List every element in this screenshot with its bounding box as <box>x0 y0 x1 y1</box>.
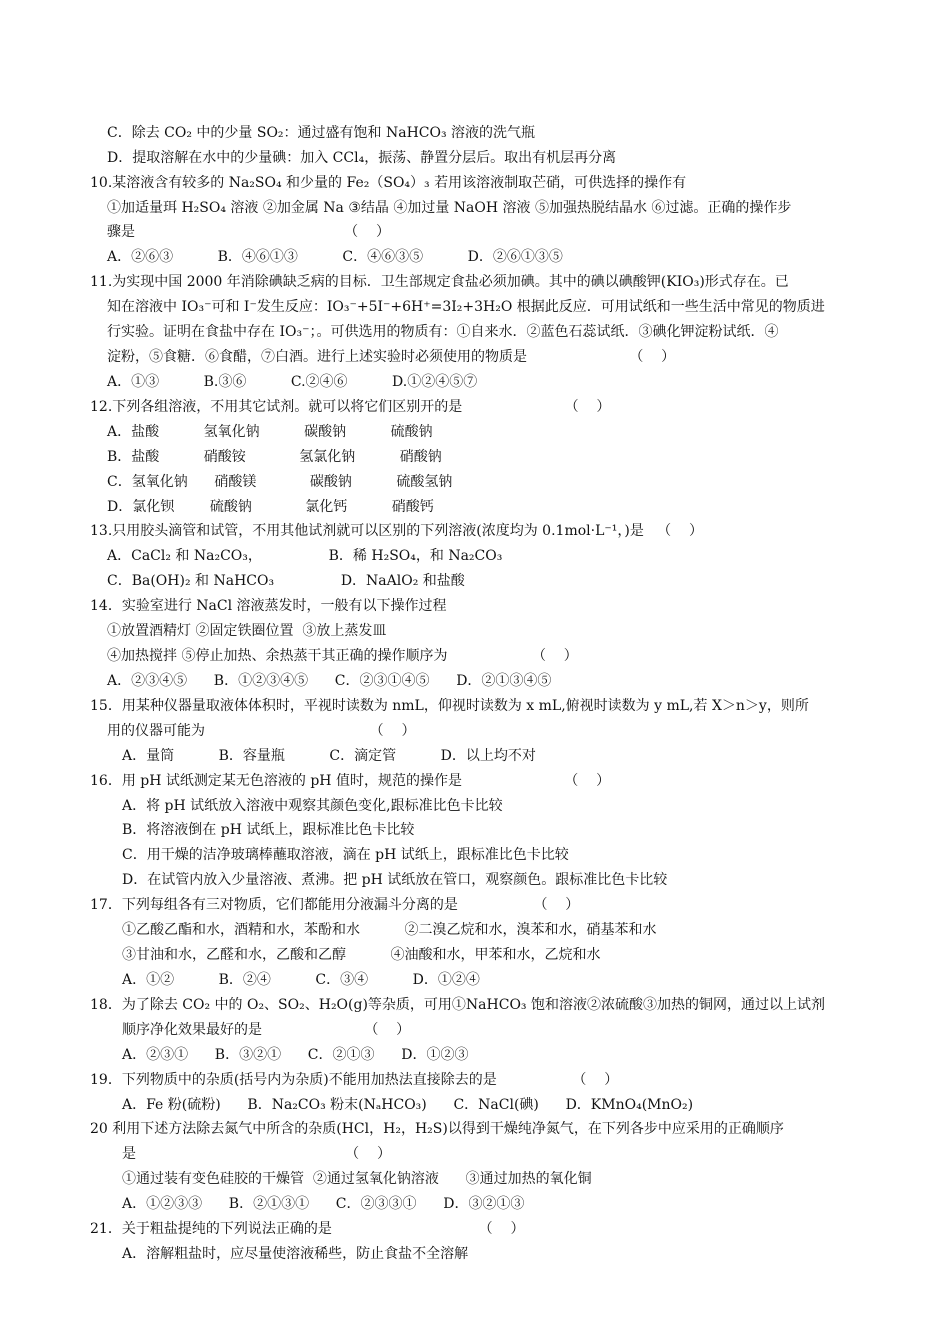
text-line: 16．用 pH 试纸测定某无色溶液的 pH 值时，规范的操作是 （ ） <box>90 773 611 789</box>
text-line: 18．为了除去 CO₂ 中的 O₂、SO₂、H₂O(g)等杂质，可用①NaHCO₃ 饱和溶液②浓硫酸③加热的铜网，通过以上试剂 <box>90 997 825 1013</box>
text-line: D．氯化钡 硫酸钠 氯化钙 硝酸钙 <box>107 499 434 515</box>
text-line: 12.下列各组溶液，不用其它试剂。就可以将它们区别开的是 （ ） <box>90 399 611 415</box>
text-line: B．将溶液倒在 pH 试纸上，跟标准比色卡比较 <box>122 822 415 838</box>
text-line: ①通过装有变色硅胶的干燥管 ②通过氢氧化钠溶液 ③通过加热的氧化铜 <box>122 1171 592 1187</box>
text-line: 是 （ ） <box>122 1146 391 1162</box>
text-line: 20 利用下述方法除去氮气中所含的杂质(HCl，H₂，H₂S)以得到干燥纯净氮气，在下列各步中应采用的正确顺序 <box>90 1121 784 1137</box>
text-line: 17．下列每组各有三对物质，它们都能用分液漏斗分离的是 （ ） <box>90 897 580 913</box>
text-line: 行实验。证明在食盐中存在 IO₃⁻；。可供选用的物质有：①自来水．②蓝色石蕊试纸．③碘化钾淀粉试纸．④ <box>107 324 779 340</box>
text-line: A．将 pH 试纸放入溶液中观察其颜色变化,跟标准比色卡比较 <box>122 798 503 814</box>
text-line: A．②⑥③ B．④⑥①③ C．④⑥③⑤ D．②⑥①③⑤ <box>107 249 563 265</box>
text-line: A．Fe 粉(硫粉) B．Na₂CO₃ 粉末(NₐHCO₃) C．NaCl(碘) D．KMnO₄(MnO₂) <box>122 1097 694 1113</box>
text-line: 14．实验室进行 NaCl 溶液蒸发时，一般有以下操作过程 <box>90 598 447 614</box>
text-line: 21．关于粗盐提纯的下列说法正确的是 （ ） <box>90 1221 525 1237</box>
text-line: A．①②③③ B．②①③① C．②③③① D．③②①③ <box>122 1196 525 1212</box>
text-line: C．Ba(OH)₂ 和 NaHCO₃ D．NaAlO₂ 和盐酸 <box>107 573 465 589</box>
text-line: A．②③① B．③②① C．②①③ D．①②③ <box>122 1047 469 1063</box>
text-line: A．①② B．②④ C．③④ D．①②④ <box>122 972 480 988</box>
text-line: ①放置酒精灯 ②固定铁圈位置 ③放上蒸发皿 <box>107 623 387 639</box>
text-line: 淀粉，⑤食糖．⑥食醋，⑦白酒。进行上述实验时必须使用的物质是 （ ） <box>107 349 676 365</box>
text-line: 11.为实现中国 2000 年消除碘缺乏病的目标．卫生部规定食盐必须加碘。其中的碘以碘酸钾(KIO₃)形式存在。已 <box>90 274 789 290</box>
text-line: 顺序净化效果最好的是 （ ） <box>122 1022 411 1038</box>
text-line: A．盐酸 氢氧化钠 碳酸钠 硫酸钠 <box>107 424 433 440</box>
text-line: ①乙酸乙酯和水，酒精和水，苯酚和水 ②二溴乙烷和水，溴苯和水，硝基苯和水 <box>122 922 657 938</box>
text-line: C．除去 CO₂ 中的少量 SO₂：通过盛有饱和 NaHCO₃ 溶液的洗气瓶 <box>107 125 536 141</box>
text-line: A．①③ B.③⑥ C.②④⑥ D.①②④⑤⑦ <box>107 374 478 390</box>
text-line: D．在试管内放入少量溶液、煮沸。把 pH 试纸放在管口，观察颜色。跟标准比色卡比较 <box>122 872 668 888</box>
text-line: 骤是 （ ） <box>107 224 390 240</box>
text-line: 13.只用胶头滴管和试管，不用其他试剂就可以区别的下列溶液(浓度均为 0.1mol·L⁻¹，)是 （ ） <box>90 523 703 539</box>
text-line: ①加适量珥 H₂SO₄ 溶液 ②加金属 Na ③结晶 ④加过量 NaOH 溶液 ⑤加强热脱结晶水 ⑥过滤。正确的操作步 <box>107 200 792 216</box>
text-line: D．提取溶解在水中的少量碘：加入 CCl₄，振荡、静置分层后。取出有机层再分离 <box>107 150 617 166</box>
text-line: ③甘油和水，乙醛和水，乙酸和乙醇 ④油酸和水，甲苯和水，乙烷和水 <box>122 947 601 963</box>
text-line: ④加热搅拌 ⑤停止加热、余热蒸干其正确的操作顺序为 （ ） <box>107 648 578 664</box>
text-line: 10.某溶液含有较多的 Na₂SO₄ 和少量的 Fe₂（SO₄）₃ 若用该溶液制取芒硝，可供选择的操作有 <box>90 175 687 191</box>
text-line: 用的仪器可能为 （ ） <box>107 723 416 739</box>
text-line: A．②③④⑤ B．①②③④⑤ C．②③①④⑤ D．②①③④⑤ <box>107 673 552 689</box>
text-line: A．量筒 B．容量瓶 C．滴定管 D．以上均不对 <box>122 748 536 764</box>
text-line: A．CaCl₂ 和 Na₂CO₃， B．稀 H₂SO₄，和 Na₂CO₃ <box>107 548 503 564</box>
text-line: A．溶解粗盐时，应尽量使溶液稀些，防止食盐不全溶解 <box>122 1246 469 1262</box>
text-line: 知在溶液中 IO₃⁻可和 I⁻发生反应：IO₃⁻+5I⁻+6H⁺=3I₂+3H₂O 根据此反应．可用试纸和一些生活中常见的物质进 <box>107 299 825 315</box>
text-line: B．盐酸 硝酸铵 氢氯化钠 硝酸钠 <box>107 449 442 465</box>
text-line: C．用干燥的洁净玻璃棒蘸取溶液，滴在 pH 试纸上，跟标准比色卡比较 <box>122 847 569 863</box>
text-line: 15．用某种仪器量取液体体积时，平视时读数为 nmL，仰视时读数为 x mL,俯视时读数为 y mL,若 X＞n＞y，则所 <box>90 698 809 714</box>
text-line: 19．下列物质中的杂质(括号内为杂质)不能用加热法直接除去的是 （ ） <box>90 1072 619 1088</box>
text-line: C．氢氧化钠 硝酸镁 碳酸钠 硫酸氢钠 <box>107 474 453 490</box>
